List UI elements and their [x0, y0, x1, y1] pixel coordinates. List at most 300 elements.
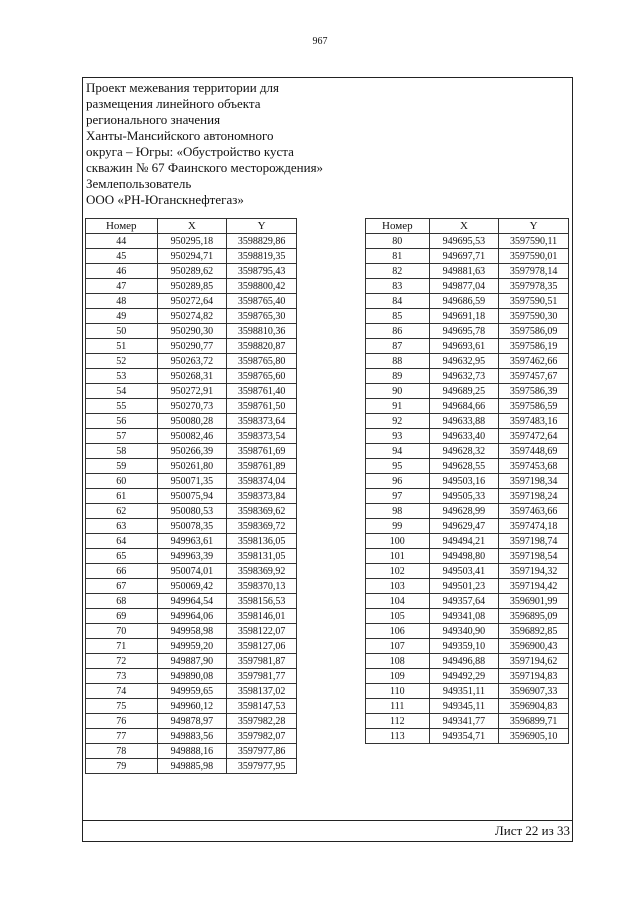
x-cell: 949883,56 [157, 729, 227, 744]
y-cell: 3597463,66 [499, 504, 569, 519]
y-cell: 3597194,42 [499, 579, 569, 594]
y-cell: 3597978,14 [499, 264, 569, 279]
x-cell: 949963,39 [157, 549, 227, 564]
y-cell: 3597194,83 [499, 669, 569, 684]
x-cell: 950075,94 [157, 489, 227, 504]
y-cell: 3598373,64 [227, 414, 297, 429]
point-number-cell: 63 [86, 519, 158, 534]
document-title [86, 80, 323, 208]
table-row [86, 549, 297, 564]
point-number-cell: 103 [366, 579, 430, 594]
table-row [86, 369, 297, 384]
y-cell: 3596899,71 [499, 714, 569, 729]
y-cell: 3598810,36 [227, 324, 297, 339]
point-number-cell: 98 [366, 504, 430, 519]
y-cell: 3597198,24 [499, 489, 569, 504]
table-row [86, 489, 297, 504]
table-row [86, 429, 297, 444]
table-row [86, 609, 297, 624]
table-row [366, 384, 569, 399]
y-cell: 3598761,50 [227, 399, 297, 414]
point-number-cell: 86 [366, 324, 430, 339]
table-row [86, 534, 297, 549]
point-number-cell: 74 [86, 684, 158, 699]
y-cell: 3597457,67 [499, 369, 569, 384]
table-row [86, 399, 297, 414]
y-cell: 3598127,06 [227, 639, 297, 654]
y-cell: 3597590,30 [499, 309, 569, 324]
x-cell: 949501,23 [429, 579, 499, 594]
x-cell: 949963,61 [157, 534, 227, 549]
point-number-cell: 68 [86, 594, 158, 609]
y-cell: 3598761,89 [227, 459, 297, 474]
point-number-cell: 48 [86, 294, 158, 309]
y-cell: 3598829,86 [227, 234, 297, 249]
point-number-cell: 55 [86, 399, 158, 414]
table-row [366, 489, 569, 504]
y-cell: 3596901,99 [499, 594, 569, 609]
point-number-cell: 70 [86, 624, 158, 639]
table-row [86, 324, 297, 339]
y-cell: 3597981,87 [227, 654, 297, 669]
point-number-cell: 45 [86, 249, 158, 264]
point-number-cell: 49 [86, 309, 158, 324]
header-y: Y [227, 219, 297, 234]
table-row [86, 459, 297, 474]
x-cell: 949964,54 [157, 594, 227, 609]
x-cell: 949341,77 [429, 714, 499, 729]
table-row [86, 729, 297, 744]
title-line: Ханты-Мансийского автономного [86, 128, 274, 143]
point-number-cell: 67 [86, 579, 158, 594]
header-x: X [157, 219, 227, 234]
y-cell: 3597198,34 [499, 474, 569, 489]
x-cell: 949492,29 [429, 669, 499, 684]
x-cell: 949628,99 [429, 504, 499, 519]
point-number-cell: 99 [366, 519, 430, 534]
x-cell: 949503,16 [429, 474, 499, 489]
table-row [366, 459, 569, 474]
point-number-cell: 52 [86, 354, 158, 369]
y-cell: 3598765,80 [227, 354, 297, 369]
x-cell: 949960,12 [157, 699, 227, 714]
point-number-cell: 85 [366, 309, 430, 324]
point-number-cell: 100 [366, 534, 430, 549]
x-cell: 950272,91 [157, 384, 227, 399]
point-number-cell: 47 [86, 279, 158, 294]
point-number-cell: 79 [86, 759, 158, 774]
x-cell: 949885,98 [157, 759, 227, 774]
x-cell: 949632,73 [429, 369, 499, 384]
table-row [86, 624, 297, 639]
x-cell: 949887,90 [157, 654, 227, 669]
x-cell: 950289,62 [157, 264, 227, 279]
point-number-cell: 58 [86, 444, 158, 459]
x-cell: 949881,63 [429, 264, 499, 279]
title-line: Землепользователь [86, 176, 192, 191]
title-line: Проект межевания территории для [86, 80, 280, 95]
y-cell: 3597198,74 [499, 534, 569, 549]
point-number-cell: 71 [86, 639, 158, 654]
y-cell: 3598370,13 [227, 579, 297, 594]
point-number-cell: 56 [86, 414, 158, 429]
y-cell: 3597472,64 [499, 429, 569, 444]
y-cell: 3596895,09 [499, 609, 569, 624]
table-row [366, 534, 569, 549]
sheet-label: Лист 22 из 33 [494, 823, 570, 838]
table-row [86, 279, 297, 294]
table-row [366, 474, 569, 489]
point-number-cell: 102 [366, 564, 430, 579]
title-line: регионального значения [86, 112, 221, 127]
y-cell: 3596907,33 [499, 684, 569, 699]
table-row [86, 519, 297, 534]
point-number-cell: 111 [366, 699, 430, 714]
y-cell: 3598369,62 [227, 504, 297, 519]
x-cell: 950078,35 [157, 519, 227, 534]
y-cell: 3597474,18 [499, 519, 569, 534]
x-cell: 949689,25 [429, 384, 499, 399]
x-cell: 949351,11 [429, 684, 499, 699]
x-cell: 949496,88 [429, 654, 499, 669]
title-line: ООО «РН-Юганскнефтегаз» [86, 192, 244, 207]
x-cell: 950082,46 [157, 429, 227, 444]
y-cell: 3597462,66 [499, 354, 569, 369]
footer-divider [83, 820, 572, 821]
point-number-cell: 76 [86, 714, 158, 729]
table-row [366, 594, 569, 609]
point-number-cell: 83 [366, 279, 430, 294]
y-cell: 3598761,40 [227, 384, 297, 399]
table-row [366, 339, 569, 354]
x-cell: 950272,64 [157, 294, 227, 309]
point-number-cell: 112 [366, 714, 430, 729]
page-number: 967 [312, 36, 328, 47]
x-cell: 950294,71 [157, 249, 227, 264]
table-row [366, 549, 569, 564]
y-cell: 3597198,54 [499, 549, 569, 564]
table-row [366, 729, 569, 744]
x-cell: 949697,71 [429, 249, 499, 264]
table-row [366, 309, 569, 324]
table-row [366, 294, 569, 309]
y-cell: 3597978,35 [499, 279, 569, 294]
x-cell: 949691,18 [429, 309, 499, 324]
y-cell: 3597586,39 [499, 384, 569, 399]
x-cell: 949964,06 [157, 609, 227, 624]
x-cell: 949359,10 [429, 639, 499, 654]
point-number-cell: 91 [366, 399, 430, 414]
y-cell: 3598819,35 [227, 249, 297, 264]
table-row [366, 564, 569, 579]
y-cell: 3598765,60 [227, 369, 297, 384]
table-row [366, 699, 569, 714]
point-number-cell: 93 [366, 429, 430, 444]
y-cell: 3597982,07 [227, 729, 297, 744]
table-row [366, 234, 569, 249]
x-cell: 949695,53 [429, 234, 499, 249]
table-row [86, 504, 297, 519]
y-cell: 3598136,05 [227, 534, 297, 549]
y-cell: 3598156,53 [227, 594, 297, 609]
table-row [86, 759, 297, 774]
y-cell: 3598765,40 [227, 294, 297, 309]
point-number-cell: 66 [86, 564, 158, 579]
table-row [366, 684, 569, 699]
point-number-cell: 105 [366, 609, 430, 624]
table-row [86, 384, 297, 399]
table-row [366, 639, 569, 654]
point-number-cell: 101 [366, 549, 430, 564]
table-row [366, 249, 569, 264]
point-number-cell: 64 [86, 534, 158, 549]
point-number-cell: 92 [366, 414, 430, 429]
x-cell: 950270,73 [157, 399, 227, 414]
point-number-cell: 60 [86, 474, 158, 489]
table-row [366, 414, 569, 429]
y-cell: 3598800,42 [227, 279, 297, 294]
y-cell: 3598795,43 [227, 264, 297, 279]
table-row [86, 294, 297, 309]
table-row [366, 354, 569, 369]
table-row [366, 444, 569, 459]
y-cell: 3597977,95 [227, 759, 297, 774]
x-cell: 950274,82 [157, 309, 227, 324]
table-row [366, 579, 569, 594]
y-cell: 3598369,72 [227, 519, 297, 534]
header-x: X [429, 219, 499, 234]
point-number-cell: 95 [366, 459, 430, 474]
y-cell: 3596904,83 [499, 699, 569, 714]
point-number-cell: 78 [86, 744, 158, 759]
point-number-cell: 81 [366, 249, 430, 264]
table-row [86, 354, 297, 369]
y-cell: 3598369,92 [227, 564, 297, 579]
title-line: скважин № 67 Фаинского месторождения» [86, 160, 324, 175]
point-number-cell: 53 [86, 369, 158, 384]
point-number-cell: 87 [366, 339, 430, 354]
table-row [86, 309, 297, 324]
table-row [86, 414, 297, 429]
x-cell: 950071,35 [157, 474, 227, 489]
y-cell: 3597982,28 [227, 714, 297, 729]
y-cell: 3596892,85 [499, 624, 569, 639]
y-cell: 3598373,84 [227, 489, 297, 504]
x-cell: 949890,08 [157, 669, 227, 684]
table-row [86, 669, 297, 684]
x-cell: 949629,47 [429, 519, 499, 534]
point-number-cell: 106 [366, 624, 430, 639]
y-cell: 3597448,69 [499, 444, 569, 459]
x-cell: 949958,98 [157, 624, 227, 639]
header-number: Номер [86, 219, 158, 234]
table-row [366, 504, 569, 519]
table-row [86, 234, 297, 249]
coordinates-table-left [85, 218, 297, 774]
table-row [366, 669, 569, 684]
y-cell: 3598761,69 [227, 444, 297, 459]
point-number-cell: 51 [86, 339, 158, 354]
point-number-cell: 54 [86, 384, 158, 399]
y-cell: 3598146,01 [227, 609, 297, 624]
table-row [366, 714, 569, 729]
x-cell: 949357,64 [429, 594, 499, 609]
x-cell: 949695,78 [429, 324, 499, 339]
table-row [366, 624, 569, 639]
x-cell: 950268,31 [157, 369, 227, 384]
point-number-cell: 65 [86, 549, 158, 564]
point-number-cell: 104 [366, 594, 430, 609]
y-cell: 3597590,51 [499, 294, 569, 309]
table-row [86, 249, 297, 264]
y-cell: 3597483,16 [499, 414, 569, 429]
x-cell: 950080,53 [157, 504, 227, 519]
y-cell: 3598147,53 [227, 699, 297, 714]
x-cell: 949959,20 [157, 639, 227, 654]
x-cell: 949686,59 [429, 294, 499, 309]
x-cell: 950289,85 [157, 279, 227, 294]
x-cell: 949878,97 [157, 714, 227, 729]
x-cell: 949633,40 [429, 429, 499, 444]
point-number-cell: 82 [366, 264, 430, 279]
point-number-cell: 69 [86, 609, 158, 624]
point-number-cell: 89 [366, 369, 430, 384]
point-number-cell: 88 [366, 354, 430, 369]
x-cell: 949498,80 [429, 549, 499, 564]
table-row [366, 324, 569, 339]
y-cell: 3597453,68 [499, 459, 569, 474]
point-number-cell: 90 [366, 384, 430, 399]
table-row [86, 564, 297, 579]
point-number-cell: 62 [86, 504, 158, 519]
header-y: Y [499, 219, 569, 234]
point-number-cell: 57 [86, 429, 158, 444]
table-row [86, 579, 297, 594]
point-number-cell: 72 [86, 654, 158, 669]
table-row [366, 264, 569, 279]
point-number-cell: 75 [86, 699, 158, 714]
x-cell: 949888,16 [157, 744, 227, 759]
table-row [366, 609, 569, 624]
point-number-cell: 59 [86, 459, 158, 474]
x-cell: 949959,65 [157, 684, 227, 699]
point-number-cell: 107 [366, 639, 430, 654]
x-cell: 949340,90 [429, 624, 499, 639]
point-number-cell: 61 [86, 489, 158, 504]
point-number-cell: 77 [86, 729, 158, 744]
x-cell: 950080,28 [157, 414, 227, 429]
table-row [366, 519, 569, 534]
header-number: Номер [366, 219, 430, 234]
table-row [86, 684, 297, 699]
x-cell: 949503,41 [429, 564, 499, 579]
x-cell: 949693,61 [429, 339, 499, 354]
x-cell: 950266,39 [157, 444, 227, 459]
y-cell: 3598131,05 [227, 549, 297, 564]
y-cell: 3598122,07 [227, 624, 297, 639]
y-cell: 3597586,09 [499, 324, 569, 339]
table-row [366, 399, 569, 414]
x-cell: 949345,11 [429, 699, 499, 714]
y-cell: 3597590,11 [499, 234, 569, 249]
y-cell: 3597981,77 [227, 669, 297, 684]
table-row [86, 444, 297, 459]
point-number-cell: 73 [86, 669, 158, 684]
x-cell: 949633,88 [429, 414, 499, 429]
y-cell: 3596900,43 [499, 639, 569, 654]
y-cell: 3597194,62 [499, 654, 569, 669]
table-row [86, 744, 297, 759]
y-cell: 3597977,86 [227, 744, 297, 759]
table-row [366, 279, 569, 294]
table-row [86, 474, 297, 489]
y-cell: 3598374,04 [227, 474, 297, 489]
point-number-cell: 44 [86, 234, 158, 249]
x-cell: 950295,18 [157, 234, 227, 249]
x-cell: 949341,08 [429, 609, 499, 624]
y-cell: 3597586,59 [499, 399, 569, 414]
x-cell: 949494,21 [429, 534, 499, 549]
coordinates-table-right [365, 218, 569, 744]
x-cell: 950290,77 [157, 339, 227, 354]
y-cell: 3598820,87 [227, 339, 297, 354]
x-cell: 949684,66 [429, 399, 499, 414]
x-cell: 949628,55 [429, 459, 499, 474]
x-cell: 949354,71 [429, 729, 499, 744]
point-number-cell: 97 [366, 489, 430, 504]
x-cell: 949628,32 [429, 444, 499, 459]
y-cell: 3598373,54 [227, 429, 297, 444]
x-cell: 950261,80 [157, 459, 227, 474]
y-cell: 3597586,19 [499, 339, 569, 354]
y-cell: 3597590,01 [499, 249, 569, 264]
point-number-cell: 84 [366, 294, 430, 309]
table-row [366, 654, 569, 669]
x-cell: 950069,42 [157, 579, 227, 594]
table-row [86, 639, 297, 654]
table-row [86, 699, 297, 714]
table-row [86, 264, 297, 279]
table-row [86, 339, 297, 354]
point-number-cell: 113 [366, 729, 430, 744]
title-line: размещения линейного объекта [86, 96, 261, 111]
table-row [86, 654, 297, 669]
x-cell: 950290,30 [157, 324, 227, 339]
point-number-cell: 80 [366, 234, 430, 249]
point-number-cell: 108 [366, 654, 430, 669]
x-cell: 949877,04 [429, 279, 499, 294]
point-number-cell: 94 [366, 444, 430, 459]
point-number-cell: 110 [366, 684, 430, 699]
y-cell: 3598137,02 [227, 684, 297, 699]
point-number-cell: 96 [366, 474, 430, 489]
point-number-cell: 46 [86, 264, 158, 279]
y-cell: 3597194,32 [499, 564, 569, 579]
table-row [366, 429, 569, 444]
table-row [366, 369, 569, 384]
title-line: округа – Югры: «Обустройство куста [86, 144, 294, 159]
x-cell: 950263,72 [157, 354, 227, 369]
x-cell: 949505,33 [429, 489, 499, 504]
table-row [86, 594, 297, 609]
table-row [86, 714, 297, 729]
y-cell: 3598765,30 [227, 309, 297, 324]
point-number-cell: 50 [86, 324, 158, 339]
x-cell: 949632,95 [429, 354, 499, 369]
y-cell: 3596905,10 [499, 729, 569, 744]
x-cell: 950074,01 [157, 564, 227, 579]
point-number-cell: 109 [366, 669, 430, 684]
